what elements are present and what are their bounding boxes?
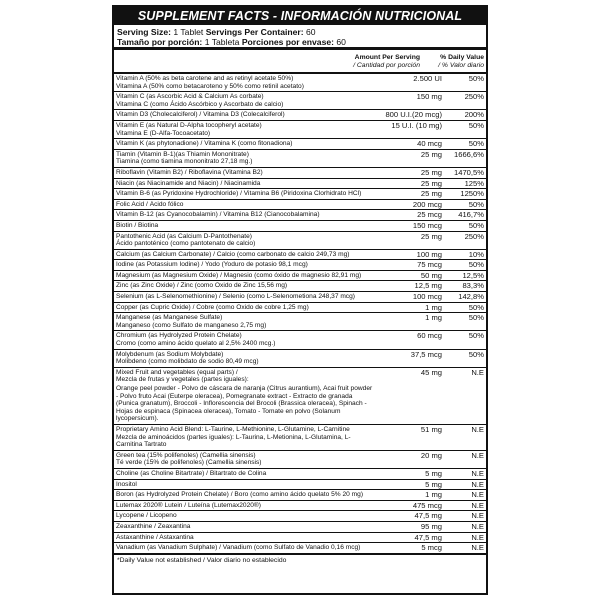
nutrient-name: Niacin (as Niacinamide and Niacin) / Niacinamida: [116, 179, 261, 187]
nutrient-row: [114, 490, 486, 501]
footer-note: *Daily Value not established / Valor diario no establecido: [114, 554, 486, 566]
nutrient-daily-value: 1470,5%: [454, 167, 484, 177]
nutrient-daily-value: N.E: [471, 468, 484, 478]
nutrient-daily-value: 50%: [468, 331, 484, 341]
nutrient-amount: 51 mg: [420, 424, 442, 434]
nutrient-daily-value: 50%: [468, 74, 484, 83]
nutrient-name-cell: [116, 190, 376, 198]
nutrient-row: [114, 210, 486, 221]
nutrient-amount: 20 mg: [420, 450, 442, 460]
nutrient-name: Astaxanthine / Astaxantina: [116, 533, 194, 541]
nutrient-amount: 37,5 mcg: [410, 349, 442, 359]
nutrient-name-cell: [116, 93, 376, 108]
nutrient-daily-value: 50%: [468, 139, 484, 149]
nutrient-daily-value: N.E: [471, 500, 484, 510]
nutrient-amount: 150 mcg: [412, 220, 442, 230]
nutrient-amount: 5 mg: [425, 468, 442, 478]
nutrient-row: [114, 121, 486, 139]
nutrient-daily-value: N.E: [471, 479, 484, 489]
nutrient-name: Zinc (as Zinc Oxide) / Zinc (como Óxido de Zinc 15,56 mg): [116, 282, 288, 290]
nutrient-daily-value: 1666,6%: [454, 149, 484, 159]
nutrient-amount: 25 mg: [420, 167, 442, 177]
dv-header-en: % Daily Value: [440, 54, 484, 61]
nutrient-amount: 25 mg: [420, 178, 442, 188]
nutrient-daily-value: N.E: [471, 424, 484, 434]
nutrient-row: [114, 189, 486, 200]
nutrient-daily-value: 50%: [468, 313, 484, 323]
nutrient-row: [114, 480, 486, 491]
nutrient-name-cell: [116, 470, 376, 478]
nutrient-amount: 25 mg: [420, 149, 442, 159]
nutrient-name: Vitamin D3 (Cholecalciferol) / Vitamina D3 (Colecalciferol): [116, 111, 285, 119]
nutrient-row: [114, 543, 486, 554]
nutrient-name-cell: [116, 180, 376, 188]
nutrient-name: Inositol: [116, 480, 137, 488]
nutrient-name-cell: [116, 75, 376, 90]
nutrient-row: [114, 451, 486, 469]
nutrient-name-cell: [116, 351, 376, 366]
nutrient-name-cell: [116, 481, 376, 489]
nutrient-amount: 50 mg: [420, 270, 442, 280]
label-title: SUPPLEMENT FACTS - INFORMACIÓN NUTRICIONAL: [114, 7, 486, 25]
nutrient-row: [114, 110, 486, 121]
nutrient-row: [114, 271, 486, 282]
nutrient-amount: 150 mg: [416, 92, 442, 102]
nutrient-daily-value: 125%: [464, 178, 484, 188]
nutrient-name-cell: [116, 523, 376, 531]
nutrient-name: Proprietary Amino Acid Blend: L-Taurine, L-Methionine, L-Glutamine, L-Carnitine Mezcla de aminoácidos (partes iguales): L-Taurina, L-Metionina, L-Glutamina, L-Carnitina Tartrato: [116, 425, 351, 449]
nutrient-amount: 40 mcg: [417, 139, 442, 149]
nutrient-daily-value: N.E: [471, 532, 484, 542]
nutrient-name: Boron (as Hydrolyzed Protein Chelate) / Boro (como amino ácido quelato 5% 20 mg): [116, 491, 364, 499]
amount-header-es: / Cantidad por porción: [353, 62, 420, 69]
nutrient-name: Selenium (as L-Selenomethionine) / Selenio (como L-Selenometiona 248,37 mcg): [116, 293, 355, 301]
amount-header-en: Amount Per Serving: [354, 54, 420, 61]
nutrient-name-cell: [116, 452, 376, 467]
nutrient-name: Lycopene / Licopeno: [116, 512, 177, 520]
nutrient-name-cell: [116, 251, 376, 259]
servings-container-value: 60: [306, 27, 316, 37]
nutrient-row: [114, 281, 486, 292]
nutrient-name: Calcium (as Calcium Carbonate) / Calcio (como carbonato de calcio 249,73 mg): [116, 250, 350, 258]
nutrient-name: Green tea (15% polifenoles) (Camellia sinensis) Té verde (15% de polifenoles) (Camellia sinensis): [116, 451, 262, 467]
nutrient-daily-value: N.E: [471, 521, 484, 531]
nutrient-row: [114, 74, 486, 92]
nutrient-amount: 45 mg: [420, 367, 442, 377]
nutrient-amount: 25 mcg: [417, 210, 442, 220]
nutrient-name-cell: [116, 201, 376, 209]
nutrient-name-cell: [116, 169, 376, 177]
nutrient-daily-value: N.E: [471, 490, 484, 500]
nutrient-daily-value: 12,5%: [462, 270, 484, 280]
nutrient-name: Tiamin (Vitamin B-1)(as Thiamin Mononitrate) Tiamina (como tiamina mononitrato 27,18 mg.): [116, 150, 253, 166]
nutrient-daily-value: 50%: [468, 302, 484, 312]
nutrient-amount: 100 mg: [416, 249, 442, 259]
nutrient-daily-value: 50%: [468, 260, 484, 270]
nutrient-daily-value: 50%: [468, 220, 484, 230]
serving-size-value-es: 1 Tableta: [204, 37, 240, 47]
nutrient-amount: 2.500 UI: [413, 74, 442, 83]
nutrient-row: [114, 292, 486, 303]
nutrient-name: Vitamin C (as Ascorbic Acid & Calcium As corbate) Vitamina C (como Ácido Ascórbico y Ascorbato de calcio): [116, 93, 284, 108]
nutrient-amount: 1 mg: [425, 490, 442, 500]
serving-size-label: Serving Size:: [117, 27, 171, 37]
nutrient-row: [114, 303, 486, 314]
nutrient-amount: 475 mcg: [412, 500, 442, 510]
nutrient-amount: 5 mg: [425, 479, 442, 489]
nutrient-name-cell: [116, 211, 376, 219]
nutrient-name: Vitamin E (as Natural D-Alpha tocopheryl acetate) Vitamina E (D-Alfa-Tocoacetato): [116, 121, 262, 137]
nutrient-daily-value: 50%: [468, 120, 484, 130]
nutrient-amount: 25 mg: [420, 189, 442, 199]
serving-size-value: 1 Tablet: [173, 27, 204, 37]
nutrient-daily-value: 416,7%: [458, 210, 484, 220]
nutrient-row: [114, 179, 486, 190]
nutrient-name-cell: [116, 293, 376, 301]
nutrient-daily-value: N.E: [471, 511, 484, 521]
nutrient-amount: 47,5 mg: [414, 511, 442, 521]
nutrient-name: Magnesium (as Magnesium Oxide) / Magnesio (como óxido de magnesio 82,91 mg): [116, 271, 362, 279]
nutrient-amount: 15 U.I. (10 mg): [391, 120, 442, 130]
nutrient-amount: 47,5 mg: [414, 532, 442, 542]
nutrient-row: [114, 250, 486, 261]
nutrient-amount: 1 mg: [425, 313, 442, 323]
dv-header-es: / % Valor diario: [438, 62, 484, 69]
nutrient-name-cell: [116, 233, 376, 248]
nutrient-daily-value: 1250%: [460, 189, 484, 199]
nutrient-name-cell: [116, 272, 376, 280]
nutrient-row: [114, 501, 486, 512]
nutrient-daily-value: N.E: [471, 450, 484, 460]
nutrient-amount: 1 mg: [425, 302, 442, 312]
nutrient-daily-value: N.E: [471, 543, 484, 553]
nutrient-row: [114, 313, 486, 331]
nutrient-daily-value: 50%: [468, 349, 484, 359]
nutrient-name: Vitamin B-12 (as Cyanocobalamin) / Vitamina B12 (Cianocobalamina): [116, 211, 320, 219]
nutrient-name-cell: [116, 369, 376, 423]
nutrient-row: [114, 533, 486, 544]
nutrient-name-cell: [116, 304, 376, 312]
nutrient-name-cell: [116, 502, 376, 510]
amount-header: [334, 54, 424, 70]
nutrient-amount: 60 mcg: [417, 331, 442, 341]
nutrient-name-cell: [116, 491, 376, 499]
nutrient-name: Copper (as Cupric Oxide) / Cobre (como Óxido de cobre 1,25 mg): [116, 303, 309, 311]
nutrient-name: Riboflavin (Vitamin B2) / Riboflavina (Vitamina B2): [116, 168, 263, 176]
nutrient-row: [114, 368, 486, 425]
nutrient-name: Iodine (as Potassium Iodine) / Yodo (Yoduro de potasio 98,1 mcg): [116, 261, 308, 269]
nutrient-name: Molybdenum (as Sodium Molybdate) Molibdeno (como molibdato de sodio 80,49 mcg): [116, 350, 259, 366]
nutrient-amount: 12,5 mg: [414, 281, 442, 291]
nutrient-row: [114, 168, 486, 179]
serving-line-en: [117, 27, 483, 37]
nutrient-name: Lutemax 2020® Lutein / Luteína (Lutemax2020®): [116, 501, 261, 509]
nutrient-name-cell: [116, 261, 376, 269]
nutrient-row: [114, 200, 486, 211]
nutrient-name-cell: [116, 512, 376, 520]
nutrient-amount: 5 mcg: [421, 543, 442, 553]
nutrient-daily-value: 83,3%: [462, 281, 484, 291]
servings-container-label: Servings Per Container:: [205, 27, 304, 37]
nutrient-amount: 25 mg: [420, 231, 442, 241]
nutrient-amount: 75 mcg: [417, 260, 442, 270]
nutrient-name-cell: [116, 426, 376, 449]
nutrient-name: Vitamin B-6 (as Pyridoxine Hydrochloride) / Vitamina B6 (Piridoxina Clorhidrato HCl): [116, 190, 362, 198]
column-header: [114, 50, 486, 74]
nutrient-row: [114, 469, 486, 480]
nutrient-amount: 95 mg: [420, 521, 442, 531]
nutrient-name-cell: [116, 544, 376, 552]
nutrient-row: [114, 139, 486, 150]
nutrient-name: Vitamin K (as phytonadione) / Vitamina K (como fitonadiona): [116, 140, 293, 148]
nutrient-daily-value: 142,8%: [458, 292, 484, 302]
nutrient-amount: 200 mcg: [412, 199, 442, 209]
nutrient-row: [114, 331, 486, 349]
nutrient-daily-value: 10%: [468, 249, 484, 259]
supplement-facts-label: [112, 5, 488, 595]
nutrient-daily-value: 250%: [464, 92, 484, 102]
nutrient-name: Pantothenic Acid (as Calcium D-Pantothenate) Ácido pantoténico (como pantotenato de calcio): [116, 232, 256, 248]
nutrient-name: Vitamin A (50% as beta carotene and as retinyl acetate 50%) Vitamina A (50% como betacaroteno y 50% como retinil acetato): [116, 75, 304, 90]
nutrient-description: Orange peel powder - Polvo de cáscara de naranja (Citrus aurantium), Acai fruit powder - Polvo fruto Acai (Euterpe oleracea), Pomegranate extract - Extracto de granada (Punica granatum), Broccoli - Inflorescencia del Brocoli (Brassica oleracea), Spinach - Hojas de espinaca (Spinacea oleracea), Tomato - Tomate en polvo (Solanum lycopersicum).: [116, 385, 373, 423]
nutrient-row: [114, 221, 486, 232]
nutrient-row: [114, 232, 486, 250]
nutrient-name: Zeaxanthine / Zeaxantina: [116, 522, 191, 530]
nutrient-daily-value: N.E: [471, 367, 484, 377]
nutrient-row: [114, 92, 486, 110]
nutrient-name-cell: [116, 314, 376, 329]
nutrient-name-cell: [116, 140, 376, 148]
nutrient-row: [114, 425, 486, 451]
servings-container-label-es: Porciones por envase:: [241, 37, 335, 47]
nutrient-name-cell: [116, 534, 376, 542]
nutrient-name: Mixed Fruit and vegetables (equal parts) / Mezcla de frutas y vegetales (partes iguales):: [116, 368, 249, 384]
nutrient-daily-value: 50%: [468, 199, 484, 209]
serving-info: [114, 25, 486, 50]
nutrient-row: [114, 522, 486, 533]
nutrient-row: [114, 511, 486, 522]
nutrient-name-cell: [116, 111, 376, 119]
dv-header: [424, 54, 484, 70]
nutrient-daily-value: 250%: [464, 231, 484, 241]
nutrient-amount: 100 mcg: [412, 292, 442, 302]
nutrient-amount: 800 U.I.(20 mcg): [385, 110, 442, 120]
nutrient-name: Biotin / Biotina: [116, 221, 159, 229]
servings-container-value-es: 60: [336, 37, 346, 47]
nutrient-row: [114, 350, 486, 368]
nutrient-name-cell: [116, 222, 376, 230]
nutrient-name: Manganese (as Manganese Sulfate) Manganeso (como Sulfato de manganeso 2,75 mg): [116, 314, 267, 329]
nutrient-name: Folic Acid / Ácido fólico: [116, 200, 184, 208]
nutrient-daily-value: 200%: [464, 110, 484, 120]
nutrient-name-cell: [116, 122, 376, 137]
nutrient-name: Choline (as Choline Bitartrate) / Bitartrato de Colina: [116, 469, 267, 477]
nutrient-name-cell: [116, 151, 376, 166]
nutrient-row: [114, 150, 486, 168]
serving-size-label-es: Tamaño por porción:: [117, 37, 203, 47]
nutrient-name: Chromium (as Hydrolyzed Protein Chelate) Cromo (como amino ácido quelato al 2,5% 2400 mcg.): [116, 332, 276, 348]
nutrient-row: [114, 260, 486, 271]
serving-line-es: [117, 37, 483, 47]
nutrient-table: [114, 74, 486, 554]
nutrient-name-cell: [116, 332, 376, 347]
nutrient-name: Vanadium (as Vanadium Sulphate) / Vanadium (como Sulfato de Vanadio 0,16 mcg): [116, 544, 361, 552]
nutrient-name-cell: [116, 282, 376, 290]
